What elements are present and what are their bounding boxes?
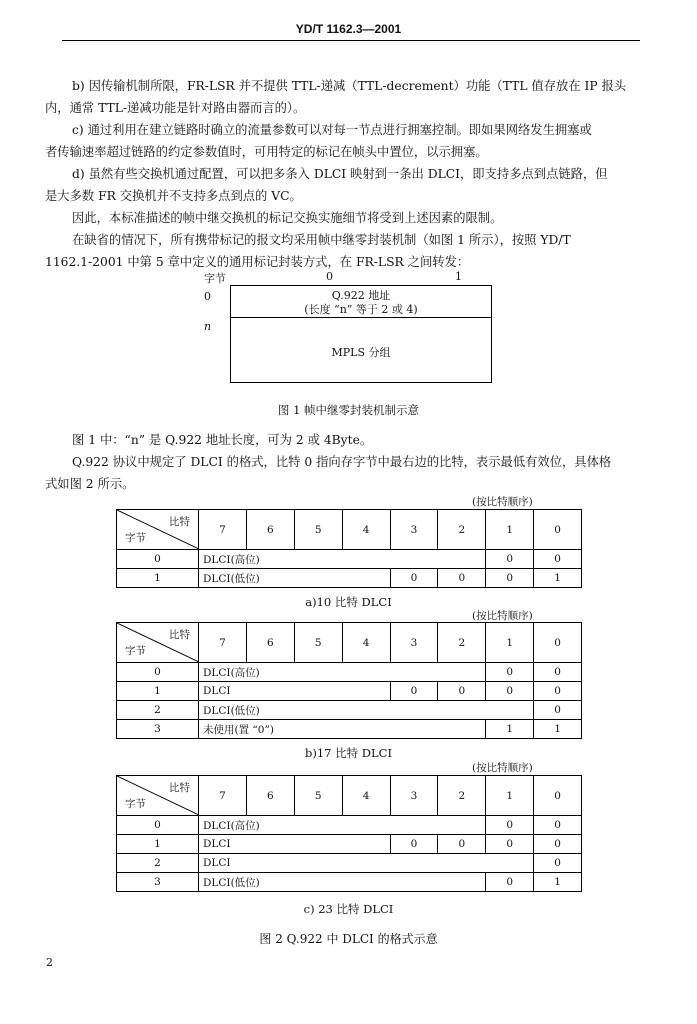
- bit-0-header: 0: [534, 510, 582, 550]
- table-row: 0 DLCI(高位) 0 0: [117, 550, 582, 569]
- fig1-row0: 0: [204, 290, 211, 303]
- bit-byte-header: 比特 字节: [117, 776, 199, 816]
- fig1-frame: [230, 285, 492, 383]
- table-row: 2 DLCI(低位) 0: [117, 701, 582, 720]
- fig1-q922-label: Q.922 地址: [331, 289, 391, 302]
- paragraph-line: d) 虽然有些交换机通过配置，可以把多条入 DLCI 映射到一条出 DLCI，即支持多点到点链路，但: [72, 167, 608, 181]
- fig1-divider: [231, 317, 491, 318]
- bit-6-header: 6: [246, 510, 294, 550]
- running-header: YD/T 1162.3—2001: [295, 22, 402, 36]
- dlci-table-17bit: 比特 字节 7 6 5 4 3 2 1 0 0 DLCI(高位) 0 0 1 DLCI 0 0 0 0 2 DLCI(低位) 0 3 未使用(置 “0”) 1 1: [116, 622, 582, 739]
- fig1-q922-length: (长度 “n” 等于 2 或 4): [304, 303, 418, 316]
- bit-1-header: 1: [486, 510, 534, 550]
- table-row: 0 DLCI(高位) 0 0: [117, 816, 582, 835]
- paragraph-line: 是大多数 FR 交换机并不支持多点到点的 VC。: [45, 189, 302, 203]
- fig1-col1: 1: [455, 270, 462, 283]
- table-c-caption: c) 23 比特 DLCI: [303, 902, 394, 916]
- paragraph-line: 内，通常 TTL-递减功能是针对路由器而言的）。: [45, 101, 306, 115]
- table-row: 3 未使用(置 “0”) 1 1: [117, 720, 582, 739]
- table-row: 1 DLCI 0 0 0 0: [117, 682, 582, 701]
- bit-2-header: 2: [438, 510, 486, 550]
- table-row: 1 DLCI 0 0 0 0: [117, 835, 582, 854]
- paragraph-line: 式如图 2 所示。: [45, 477, 135, 491]
- fig1-col0: 0: [326, 270, 333, 283]
- fig1-rown: n: [204, 320, 212, 333]
- bit-7-header: 7: [199, 510, 247, 550]
- paragraph-line: 在缺省的情况下，所有携带标记的报文均采用帧中继零封装机制（如图 1 所示），按照 YD/T: [72, 233, 571, 247]
- dlci-table-23bit: 比特 字节 7 6 5 4 3 2 1 0 0 DLCI(高位) 0 0 1 DLCI 0 0 0 0 2 DLCI 0 3 DLCI(低位) 0 1: [116, 775, 582, 892]
- bit-order-note: (按比特顺序): [472, 762, 533, 774]
- table-row: 2 DLCI 0: [117, 854, 582, 873]
- fig1-byte-label: 字节: [204, 272, 226, 285]
- table-row: 0 DLCI(高位) 0 0: [117, 663, 582, 682]
- paragraph-line: b) 因传输机制所限，FR-LSR 并不提供 TTL-递减（TTL-decrement）功能（TTL 值存放在 IP 报头: [72, 79, 627, 93]
- figure2-caption: 图 2 Q.922 中 DLCI 的格式示意: [259, 932, 438, 946]
- bit-order-note: (按比特顺序): [472, 610, 533, 622]
- bit-byte-header: 比特 字节: [117, 623, 199, 663]
- fig1-mpls-label: MPLS 分组: [331, 346, 391, 359]
- bit-4-header: 4: [342, 510, 390, 550]
- header-rule: [62, 40, 640, 41]
- paragraph-line: 因此，本标准描述的帧中继交换机的标记交换实施细节将受到上述因素的限制。: [72, 211, 503, 225]
- page-number: 2: [46, 956, 53, 969]
- table-row: 3 DLCI(低位) 0 1: [117, 873, 582, 892]
- table-b-caption: b)17 比特 DLCI: [305, 746, 392, 760]
- dlci-table-10bit: [116, 509, 582, 588]
- bit-byte-header: 比特 字节: [117, 510, 199, 550]
- paragraph-line: c) 通过利用在建立链路时确立的流量参数可以对每一节点进行拥塞控制。即如果网络发生拥塞或: [72, 123, 592, 137]
- paragraph-line: Q.922 协议中规定了 DLCI 的格式，比特 0 指向存字节中最右边的比特，表示最低有效位，具体格: [72, 455, 612, 469]
- table-row: 1 DLCI(低位) 0 0 0 1: [117, 569, 582, 588]
- bit-3-header: 3: [390, 510, 438, 550]
- figure1-caption: 图 1 帧中继零封装机制示意: [277, 403, 420, 417]
- paragraph-line: 图 1 中：“n” 是 Q.922 地址长度，可为 2 或 4Byte。: [72, 433, 373, 447]
- paragraph-line: 1162.1-2001 中第 5 章中定义的通用标记封装方式，在 FR-LSR 之间转发：: [45, 255, 470, 269]
- paragraph-line: 者传输速率超过链路的约定参数值时，可用特定的标记在帧头中置位，以示拥塞。: [45, 145, 488, 159]
- bit-5-header: 5: [294, 510, 342, 550]
- table-a-caption: a)10 比特 DLCI: [305, 595, 392, 609]
- bit-order-note: (按比特顺序): [472, 496, 533, 508]
